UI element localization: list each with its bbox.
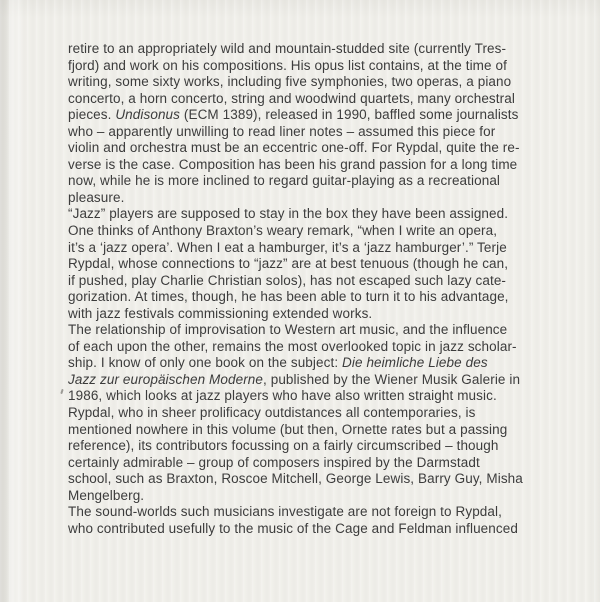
text-line	[68, 91, 560, 108]
text-run: pleasure.	[68, 189, 125, 205]
text-line	[68, 240, 560, 257]
text-run: The relationship of improvisation to Western art music, and the influence	[68, 322, 508, 338]
text-run: it’s a ‘jazz opera’. When I eat a hamburger, it’s a ‘jazz hamburger’.” Terje	[68, 239, 507, 255]
text-run: gorization. At times, though, he has been able to turn it to his advantage,	[68, 289, 509, 305]
text-line	[68, 157, 560, 174]
text-run: , published by the Wiener Musik Galerie in	[263, 371, 521, 387]
text-run: concerto, a horn concerto, string and woodwind quartets, many orchestral	[68, 90, 515, 106]
text-run: of each upon the other, remains the most overlooked topic in jazz scholar-	[68, 338, 517, 354]
text-line	[68, 74, 560, 91]
text-block	[68, 41, 560, 537]
text-run: mentioned nowhere in this volume (but then, Ornette rates but a passing	[68, 421, 508, 437]
text-line	[68, 405, 560, 422]
text-line	[68, 455, 560, 472]
text-line	[68, 521, 560, 538]
text-line	[68, 372, 560, 389]
text-run: pieces.	[68, 107, 116, 123]
text-line	[68, 488, 560, 505]
text-run: who contributed usefully to the music of the Cage and Feldman influenced	[68, 520, 518, 536]
text-run: if pushed, play Charlie Christian solos), has not escaped such lazy cate-	[68, 272, 507, 288]
italic-text-run: Die heimliche Liebe des	[342, 355, 488, 371]
text-run: writing, some sixty works, including five symphonies, two operas, a piano	[68, 74, 512, 90]
text-line	[68, 206, 560, 223]
text-run: who – apparently unwilling to read liner notes – assumed this piece for	[68, 123, 496, 139]
text-line	[68, 223, 560, 240]
text-line	[68, 322, 560, 339]
text-line	[68, 471, 560, 488]
text-line	[68, 504, 560, 521]
text-line	[68, 107, 560, 124]
italic-text-run: Jazz zur europäischen Moderne	[68, 371, 264, 387]
text-run: 1986, which looks at jazz players who have also written straight music.	[68, 388, 497, 404]
text-line	[68, 438, 560, 455]
text-line	[68, 58, 560, 75]
text-line	[68, 256, 560, 273]
text-run: Rypdal, whose connections to “jazz” are at best tenuous (though he can,	[68, 256, 509, 272]
text-run: ship. I know of only one book on the subject:	[68, 355, 343, 371]
text-run: Rypdal, who in sheer prolificacy outdistances all contemporaries, is	[68, 405, 476, 421]
text-line	[68, 173, 560, 190]
text-run: Mengelberg.	[68, 487, 145, 503]
text-run: reference), its contributors focussing on a fairly circumscribed – though	[68, 438, 499, 454]
text-run: now, while he is more inclined to regard guitar-playing as a recreational	[68, 173, 501, 189]
text-line	[68, 306, 560, 323]
text-line	[68, 422, 560, 439]
text-line	[68, 388, 560, 405]
text-line	[68, 41, 560, 58]
text-line	[68, 124, 560, 141]
text-run: retire to an appropriately wild and mountain-studded site (currently Tres-	[68, 41, 507, 56]
text-run: with jazz festivals commissioning extended works.	[68, 305, 373, 321]
text-run: “Jazz” players are supposed to stay in the box they have been assigned.	[68, 206, 509, 222]
text-line	[68, 289, 560, 306]
scan-artifact-mark	[60, 389, 63, 394]
text-run: certainly admirable – group of composers inspired by the Darmstadt	[68, 454, 480, 470]
text-run: One thinks of Anthony Braxton’s weary remark, “when I write an opera,	[68, 223, 498, 239]
text-run: The sound-worlds such musicians investigate are not foreign to Rypdal,	[68, 504, 502, 520]
italic-text-run: Undisonus	[115, 107, 181, 123]
text-line	[68, 339, 560, 356]
text-run: fjord) and work on his compositions. His opus list contains, at the time of	[68, 57, 507, 73]
text-line	[68, 190, 560, 207]
text-run: verse is the case. Composition has been his grand passion for a long time	[68, 156, 518, 172]
text-line	[68, 140, 560, 157]
text-run: school, such as Braxton, Roscoe Mitchell, George Lewis, Barry Guy, Misha	[68, 471, 523, 487]
text-line	[68, 273, 560, 290]
text-line	[68, 355, 560, 372]
text-run: violin and orchestra must be an eccentric one-off. For Rypdal, quite the re-	[68, 140, 520, 156]
text-run: (ECM 1389), released in 1990, baffled some journalists	[180, 107, 519, 123]
